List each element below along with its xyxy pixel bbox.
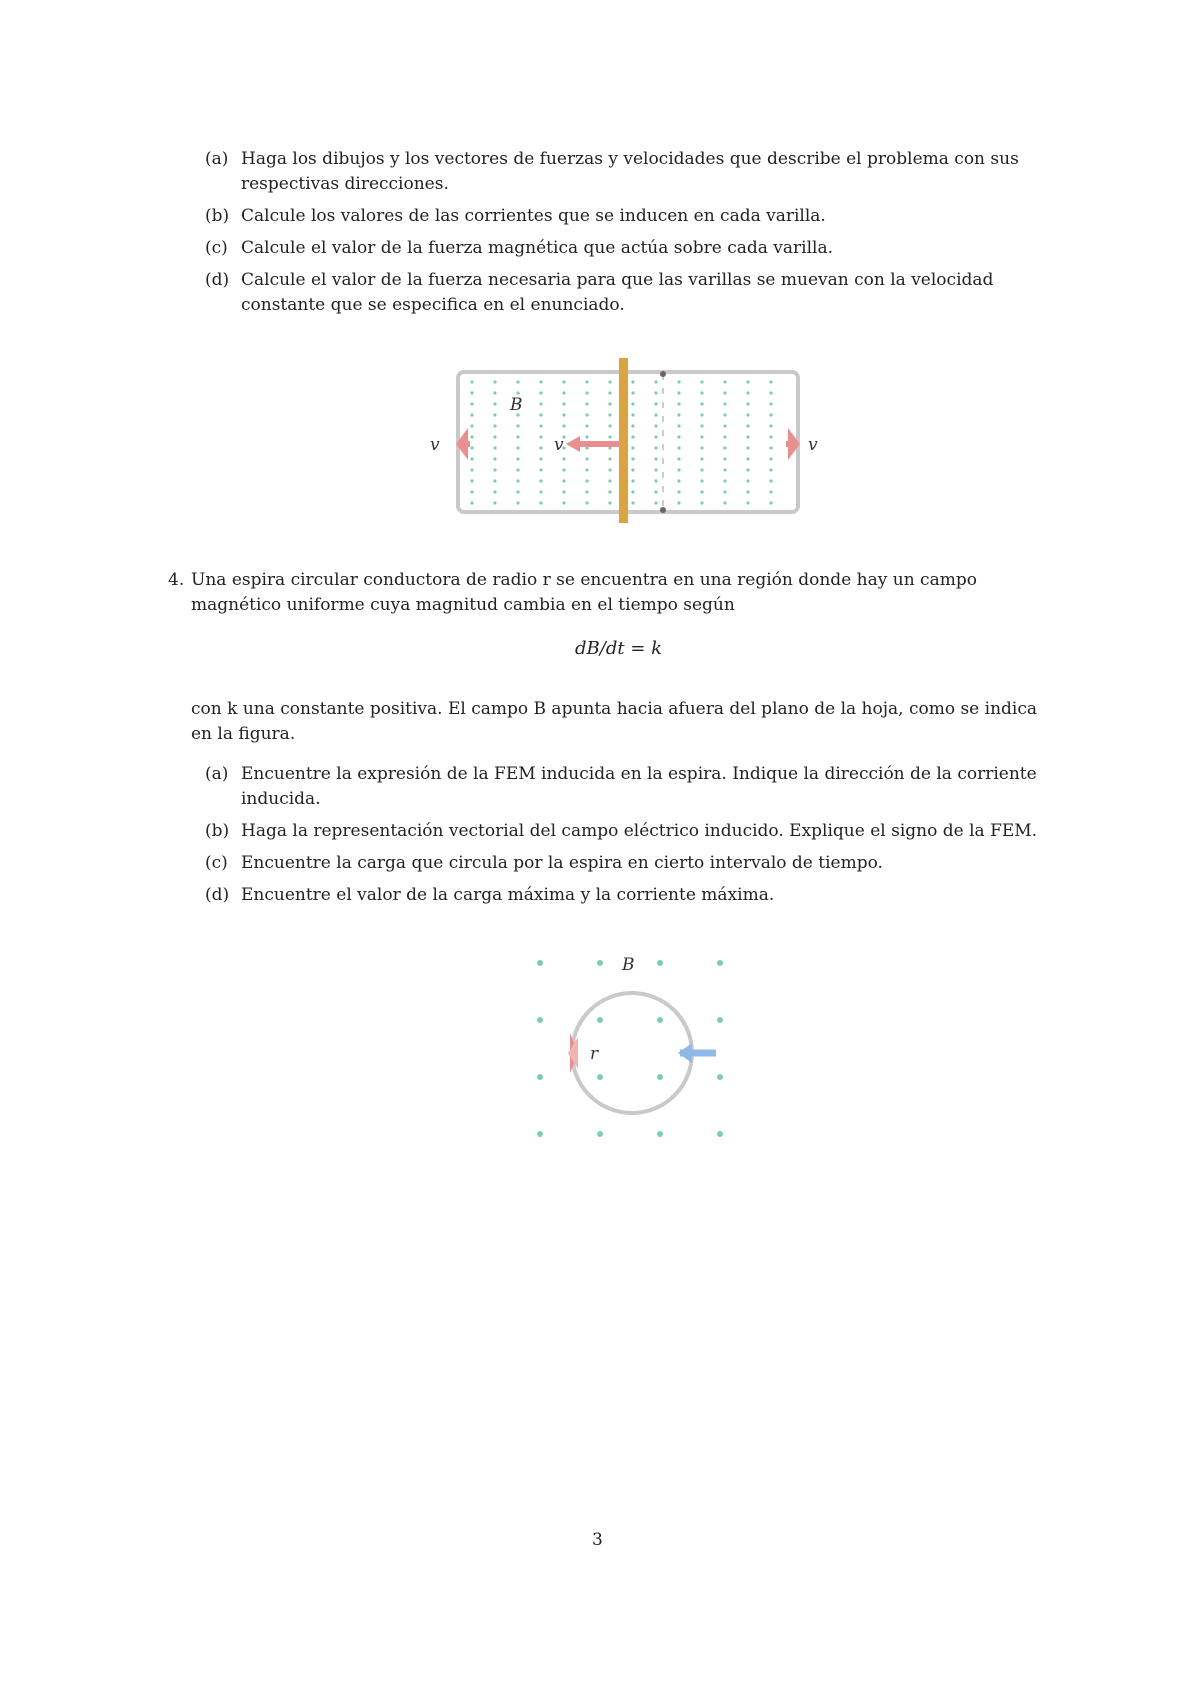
field-dot: [723, 468, 726, 471]
arrow-middle: [566, 436, 619, 452]
item-text: Haga los dibujos y los vectores de fuerzas y velocidades que describe el problema con sus respectivas direcciones.: [241, 149, 1019, 194]
terminal-dot: [660, 371, 666, 377]
field-dot: [470, 446, 473, 449]
item-text: Encuentre el valor de la carga máxima y la corriente máxima.: [241, 885, 775, 905]
field-dot: [654, 402, 657, 405]
field-dot: [585, 479, 588, 482]
field-dot: [769, 380, 772, 383]
field-dot: [769, 501, 772, 504]
field-dot: [597, 1131, 603, 1137]
label-v-left: v: [430, 435, 440, 455]
field-dot: [769, 391, 772, 394]
field-dot: [539, 457, 542, 460]
item-text: Haga la representación vectorial del campo eléctrico inducido. Explique el signo de la FEM.: [241, 821, 1038, 841]
field-dot: [717, 1131, 723, 1137]
field-dot: [608, 435, 611, 438]
field-dot: [746, 413, 749, 416]
field-dot: [700, 402, 703, 405]
field-dot: [470, 479, 473, 482]
field-dot: [562, 501, 565, 504]
field-dot: [631, 490, 634, 493]
field-dot: [516, 435, 519, 438]
field-dot: [470, 413, 473, 416]
field-dot: [769, 435, 772, 438]
field-dot: [608, 479, 611, 482]
field-dot: [585, 413, 588, 416]
field-dot: [700, 479, 703, 482]
field-dot: [746, 435, 749, 438]
field-dot: [493, 402, 496, 405]
sliding-rod: [619, 358, 628, 523]
field-dot: [717, 1017, 723, 1023]
figure-rails-rod: [420, 358, 840, 528]
field-dot: [746, 402, 749, 405]
field-dot: [769, 402, 772, 405]
field-dot: [723, 402, 726, 405]
field-dot: [677, 402, 680, 405]
field-dot: [470, 402, 473, 405]
field-dot: [470, 501, 473, 504]
field-dot: [677, 391, 680, 394]
field-dot: [631, 402, 634, 405]
field-dot: [717, 960, 723, 966]
field-dot: [493, 391, 496, 394]
field-dot: [470, 468, 473, 471]
field-dot: [516, 468, 519, 471]
field-dot: [654, 446, 657, 449]
field-dot: [562, 413, 565, 416]
field-dot: [631, 446, 634, 449]
field-dot: [470, 457, 473, 460]
field-dot: [769, 457, 772, 460]
field-dot: [631, 380, 634, 383]
field-dot: [562, 457, 565, 460]
field-dot: [562, 424, 565, 427]
figure-circular-loop: [520, 945, 750, 1155]
field-dot: [677, 490, 680, 493]
field-dot: [654, 435, 657, 438]
field-dot: [700, 391, 703, 394]
field-dot: [654, 391, 657, 394]
field-dot: [746, 424, 749, 427]
field-dot: [585, 435, 588, 438]
field-dot: [597, 1074, 603, 1080]
field-dot: [657, 1017, 663, 1023]
field-dot: [537, 960, 543, 966]
field-dot: [769, 413, 772, 416]
field-dot: [746, 501, 749, 504]
field-dot: [608, 490, 611, 493]
arrow-blue: [678, 1043, 716, 1063]
equation: [575, 638, 662, 659]
field-dot: [700, 446, 703, 449]
field-dot: [562, 468, 565, 471]
field-dot: [539, 490, 542, 493]
field-dot: [562, 479, 565, 482]
field-dot: [631, 424, 634, 427]
field-dot: [493, 490, 496, 493]
field-dot: [493, 479, 496, 482]
field-dot: [654, 457, 657, 460]
field-dot: [597, 1017, 603, 1023]
item-label: (a): [205, 764, 229, 784]
field-dot: [631, 391, 634, 394]
field-dot: [746, 457, 749, 460]
field-dot: [562, 391, 565, 394]
field-dot: [723, 380, 726, 383]
field-dot: [700, 424, 703, 427]
field-dot: [769, 468, 772, 471]
field-dot: [723, 457, 726, 460]
field-dot: [654, 468, 657, 471]
item-text: Calcule el valor de la fuerza magnética que actúa sobre cada varilla.: [241, 238, 834, 258]
field-dot: [723, 391, 726, 394]
field-dot: [516, 446, 519, 449]
field-dot: [677, 435, 680, 438]
field-dot: [657, 960, 663, 966]
field-dot: [493, 501, 496, 504]
field-dot: [654, 501, 657, 504]
field-dot: [717, 1074, 723, 1080]
field-dot: [470, 391, 473, 394]
field-dot: [700, 413, 703, 416]
field-dot: [654, 479, 657, 482]
field-dot: [562, 490, 565, 493]
label-v-middle: v: [554, 435, 564, 455]
field-dot: [631, 413, 634, 416]
field-dot: [746, 446, 749, 449]
field-dot: [539, 468, 542, 471]
equation-lhs: dB/dt: [575, 638, 625, 659]
magnetic-field-dots: [537, 960, 723, 1137]
field-dot: [677, 468, 680, 471]
field-dot: [539, 479, 542, 482]
field-dot: [746, 391, 749, 394]
field-dot: [723, 413, 726, 416]
field-dot: [585, 391, 588, 394]
problem-intro: Una espira circular conductora de radio r se encuentra en una región donde hay un campo magnético uniforme cuya magnitud cambia en el tiempo según: [191, 570, 977, 615]
item-label: (d): [205, 270, 230, 290]
field-dot: [769, 446, 772, 449]
field-dot: [723, 446, 726, 449]
field-dot: [539, 446, 542, 449]
field-dot: [493, 380, 496, 383]
field-dot: [493, 424, 496, 427]
item-label: (a): [205, 149, 229, 169]
field-dot: [700, 457, 703, 460]
field-dot: [597, 960, 603, 966]
field-dot: [677, 413, 680, 416]
field-dot: [493, 468, 496, 471]
field-dot: [700, 468, 703, 471]
field-dot: [631, 435, 634, 438]
field-dot: [585, 457, 588, 460]
field-dot: [539, 424, 542, 427]
field-dot: [608, 391, 611, 394]
field-dot: [493, 435, 496, 438]
field-dot: [562, 402, 565, 405]
field-dot: [723, 501, 726, 504]
field-dot: [608, 380, 611, 383]
equation-rhs: = k: [630, 638, 663, 659]
field-dot: [470, 380, 473, 383]
item-label: (c): [205, 238, 228, 258]
field-dot: [516, 479, 519, 482]
field-dot: [539, 413, 542, 416]
label-B: B: [622, 955, 635, 975]
field-dot: [746, 468, 749, 471]
field-dot: [585, 402, 588, 405]
field-dot: [631, 501, 634, 504]
field-dot: [585, 490, 588, 493]
page-number: 3: [592, 1530, 603, 1550]
field-dot: [631, 468, 634, 471]
field-dot: [631, 479, 634, 482]
field-dot: [723, 490, 726, 493]
label-B: B: [510, 395, 523, 415]
field-dot: [677, 501, 680, 504]
field-dot: [470, 424, 473, 427]
field-dot: [539, 435, 542, 438]
field-dot: [562, 380, 565, 383]
field-dot: [516, 424, 519, 427]
field-dot: [470, 435, 473, 438]
field-dot: [608, 501, 611, 504]
field-dot: [654, 490, 657, 493]
item-label: (d): [205, 885, 230, 905]
field-dot: [539, 380, 542, 383]
item-text: Encuentre la carga que circula por la espira en cierto intervalo de tiempo.: [241, 853, 883, 873]
item-text: Calcule el valor de la fuerza necesaria para que las varillas se muevan con la velocidad constante que se especifica en el enunciado.: [241, 270, 994, 315]
field-dot: [608, 424, 611, 427]
field-dot: [746, 490, 749, 493]
label-v-right: v: [808, 435, 818, 455]
field-dot: [537, 1131, 543, 1137]
field-dot: [677, 380, 680, 383]
field-dot: [537, 1074, 543, 1080]
field-dot: [677, 457, 680, 460]
item-text: Encuentre la expresión de la FEM inducida en la espira. Indique la dirección de la corriente inducida.: [241, 764, 1037, 809]
field-dot: [700, 435, 703, 438]
field-dot: [677, 424, 680, 427]
field-dot: [493, 446, 496, 449]
field-dot: [769, 479, 772, 482]
field-dot: [700, 501, 703, 504]
label-r: r: [590, 1044, 599, 1064]
field-dot: [700, 490, 703, 493]
field-dot: [723, 435, 726, 438]
item-label: (c): [205, 853, 228, 873]
field-dot: [654, 413, 657, 416]
field-dot: [516, 457, 519, 460]
item-text: Calcule los valores de las corrientes que se inducen en cada varilla.: [241, 206, 826, 226]
field-dot: [539, 391, 542, 394]
field-dot: [657, 1074, 663, 1080]
problem-number: 4.: [168, 570, 185, 590]
field-dot: [516, 501, 519, 504]
field-dot: [769, 490, 772, 493]
field-dot: [585, 468, 588, 471]
field-dot: [677, 479, 680, 482]
field-dot: [585, 424, 588, 427]
field-dot: [723, 424, 726, 427]
field-dot: [470, 490, 473, 493]
field-dot: [585, 501, 588, 504]
field-dot: [746, 479, 749, 482]
field-dot: [631, 457, 634, 460]
field-dot: [677, 446, 680, 449]
field-dot: [516, 380, 519, 383]
field-dot: [516, 490, 519, 493]
field-dot: [585, 380, 588, 383]
field-dot: [539, 501, 542, 504]
field-dot: [746, 380, 749, 383]
field-dot: [493, 413, 496, 416]
field-dot: [723, 479, 726, 482]
field-dot: [608, 402, 611, 405]
field-dot: [700, 380, 703, 383]
terminal-dot: [660, 507, 666, 513]
field-dot: [539, 402, 542, 405]
field-dot: [654, 380, 657, 383]
field-dot: [608, 468, 611, 471]
problem-continuation: con k una constante positiva. El campo B apunta hacia afuera del plano de la hoja, como se indica en la figura.: [191, 699, 1038, 744]
field-dot: [608, 457, 611, 460]
field-dot: [493, 457, 496, 460]
field-dot: [657, 1131, 663, 1137]
field-dot: [654, 424, 657, 427]
field-dot: [537, 1017, 543, 1023]
item-label: (b): [205, 206, 230, 226]
item-label: (b): [205, 821, 230, 841]
field-dot: [769, 424, 772, 427]
field-dot: [608, 413, 611, 416]
